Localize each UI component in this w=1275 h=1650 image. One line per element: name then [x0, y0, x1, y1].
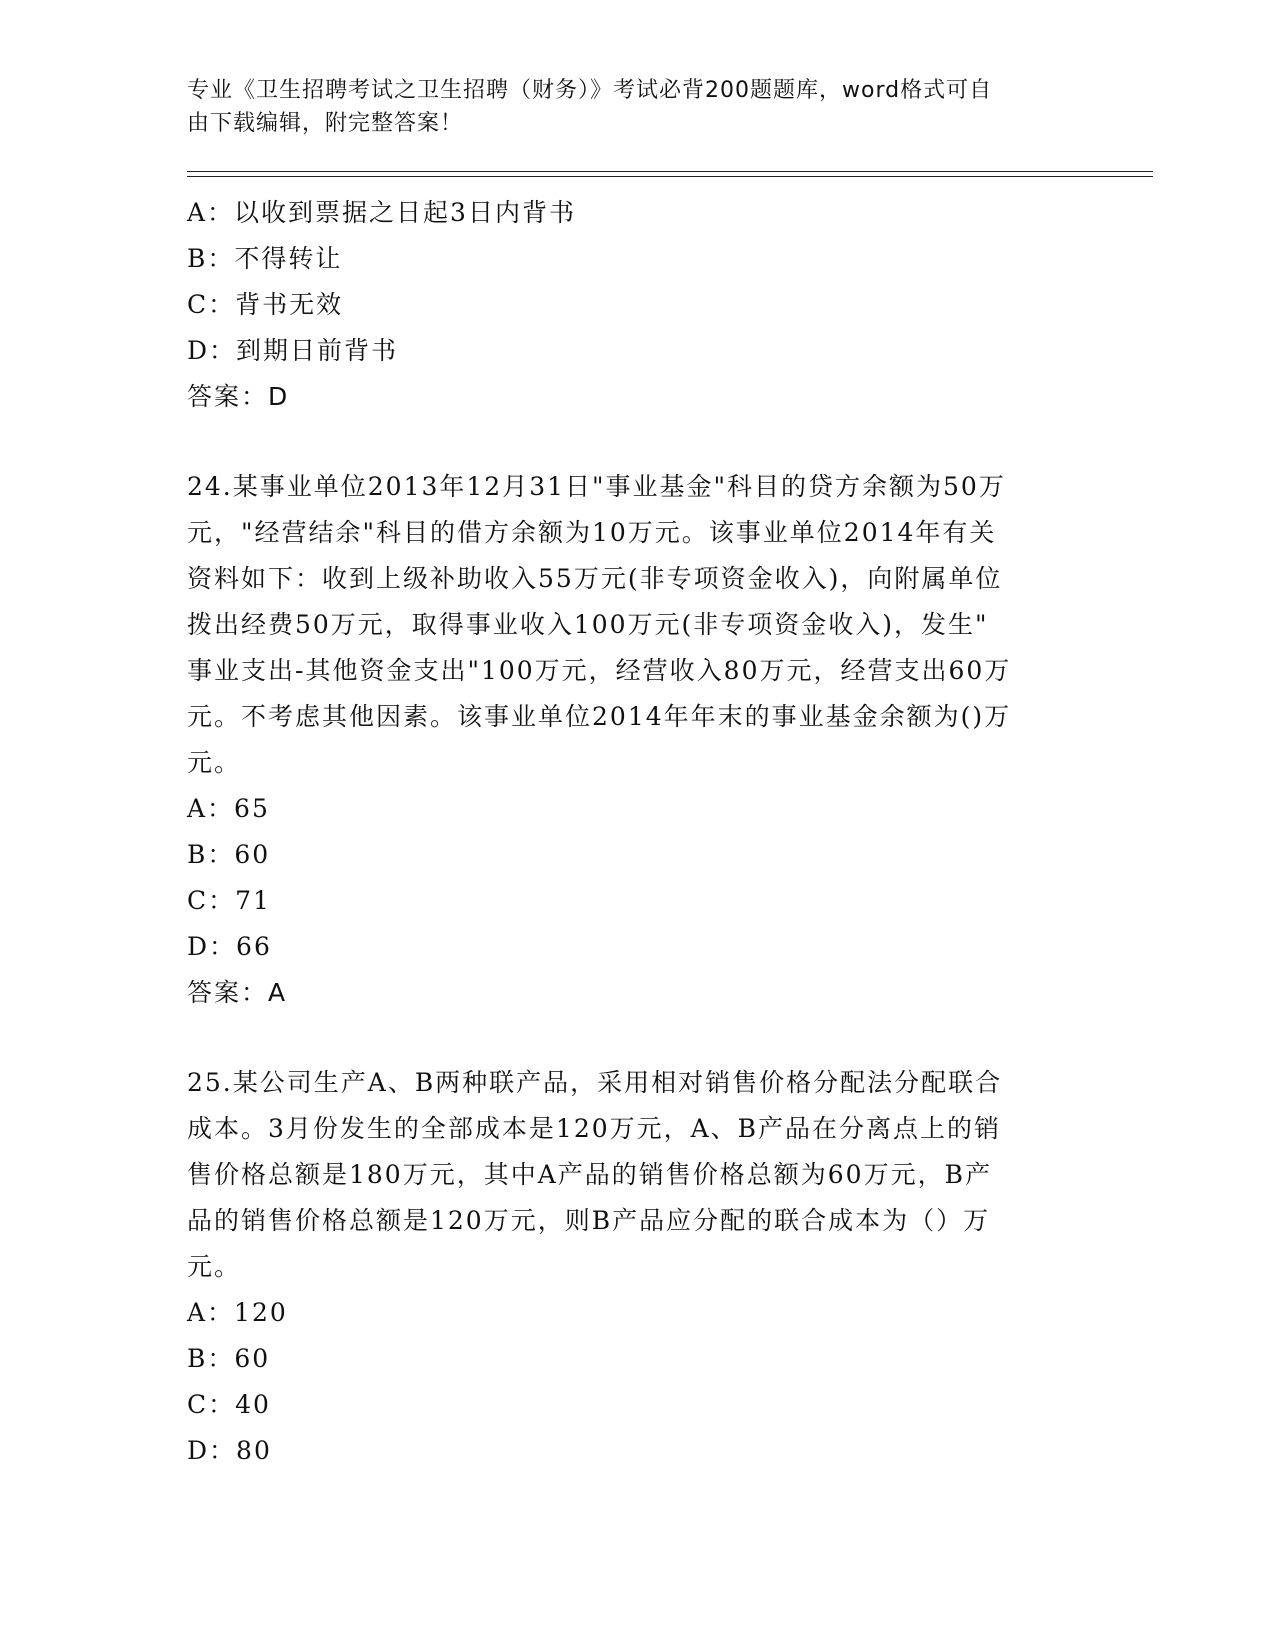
- option-d: D：80: [187, 1436, 272, 1465]
- question-text-line: 售价格总额是180万元，其中A产品的销售价格总额为60万元，B产: [187, 1160, 992, 1189]
- option-d: D：到期日前背书: [187, 336, 399, 365]
- header-rule-top: [187, 171, 1153, 172]
- option-a: A：120: [187, 1298, 288, 1327]
- spacer: [187, 1016, 1087, 1060]
- question-24: [187, 464, 1087, 1016]
- question-text-line: 事业支出-其他资金支出"100万元，经营收入80万元，经营支出60万: [187, 656, 1012, 685]
- option-a: A：以收到票据之日起3日内背书: [187, 198, 576, 227]
- option-d: D：66: [187, 932, 272, 961]
- option-b: B：不得转让: [187, 244, 343, 273]
- header-rule-bottom: [187, 176, 1153, 177]
- spacer: [187, 420, 1087, 464]
- question-text-line: 资料如下：收到上级补助收入55万元(非专项资金收入)，向附属单位: [187, 564, 1003, 593]
- previous-question-options: [187, 190, 1087, 420]
- question-text-line: 品的销售价格总额是120万元，则B产品应分配的联合成本为（）万: [187, 1206, 991, 1235]
- header-line-2: 由下载编辑，附完整答案！: [187, 111, 464, 136]
- question-text-line: 元，"经营结余"科目的借方余额为10万元。该事业单位2014年有关: [187, 518, 997, 547]
- question-text-line: 25.某公司生产A、B两种联产品，采用相对销售价格分配法分配联合: [187, 1068, 1003, 1097]
- option-b: B：60: [187, 1344, 271, 1373]
- question-text-line: 元。: [187, 1252, 242, 1281]
- header-line-1: 专业《卫生招聘考试之卫生招聘（财务）》考试必背200题题库，word格式可自: [187, 78, 993, 103]
- document-body: [187, 190, 1087, 1474]
- option-c: C：71: [187, 886, 271, 915]
- question-text-line: 拨出经费50万元，取得事业收入100万元(非专项资金收入)，发生": [187, 610, 989, 639]
- question-25: [187, 1060, 1087, 1474]
- answer: 答案：D: [187, 382, 290, 411]
- question-text-line: 24.某事业单位2013年12月31日"事业基金"科目的贷方余额为50万: [187, 472, 1006, 501]
- document-header: [187, 74, 1087, 140]
- option-b: B：60: [187, 840, 271, 869]
- question-text-line: 元。不考虑其他因素。该事业单位2014年年末的事业基金余额为()万: [187, 702, 1012, 731]
- option-c: C：背书无效: [187, 290, 344, 319]
- question-text-line: 元。: [187, 748, 242, 777]
- option-c: C：40: [187, 1390, 271, 1419]
- option-a: A：65: [187, 794, 270, 823]
- question-text-line: 成本。3月份发生的全部成本是120万元，A、B产品在分离点上的销: [187, 1114, 1002, 1143]
- answer: 答案：A: [187, 978, 288, 1007]
